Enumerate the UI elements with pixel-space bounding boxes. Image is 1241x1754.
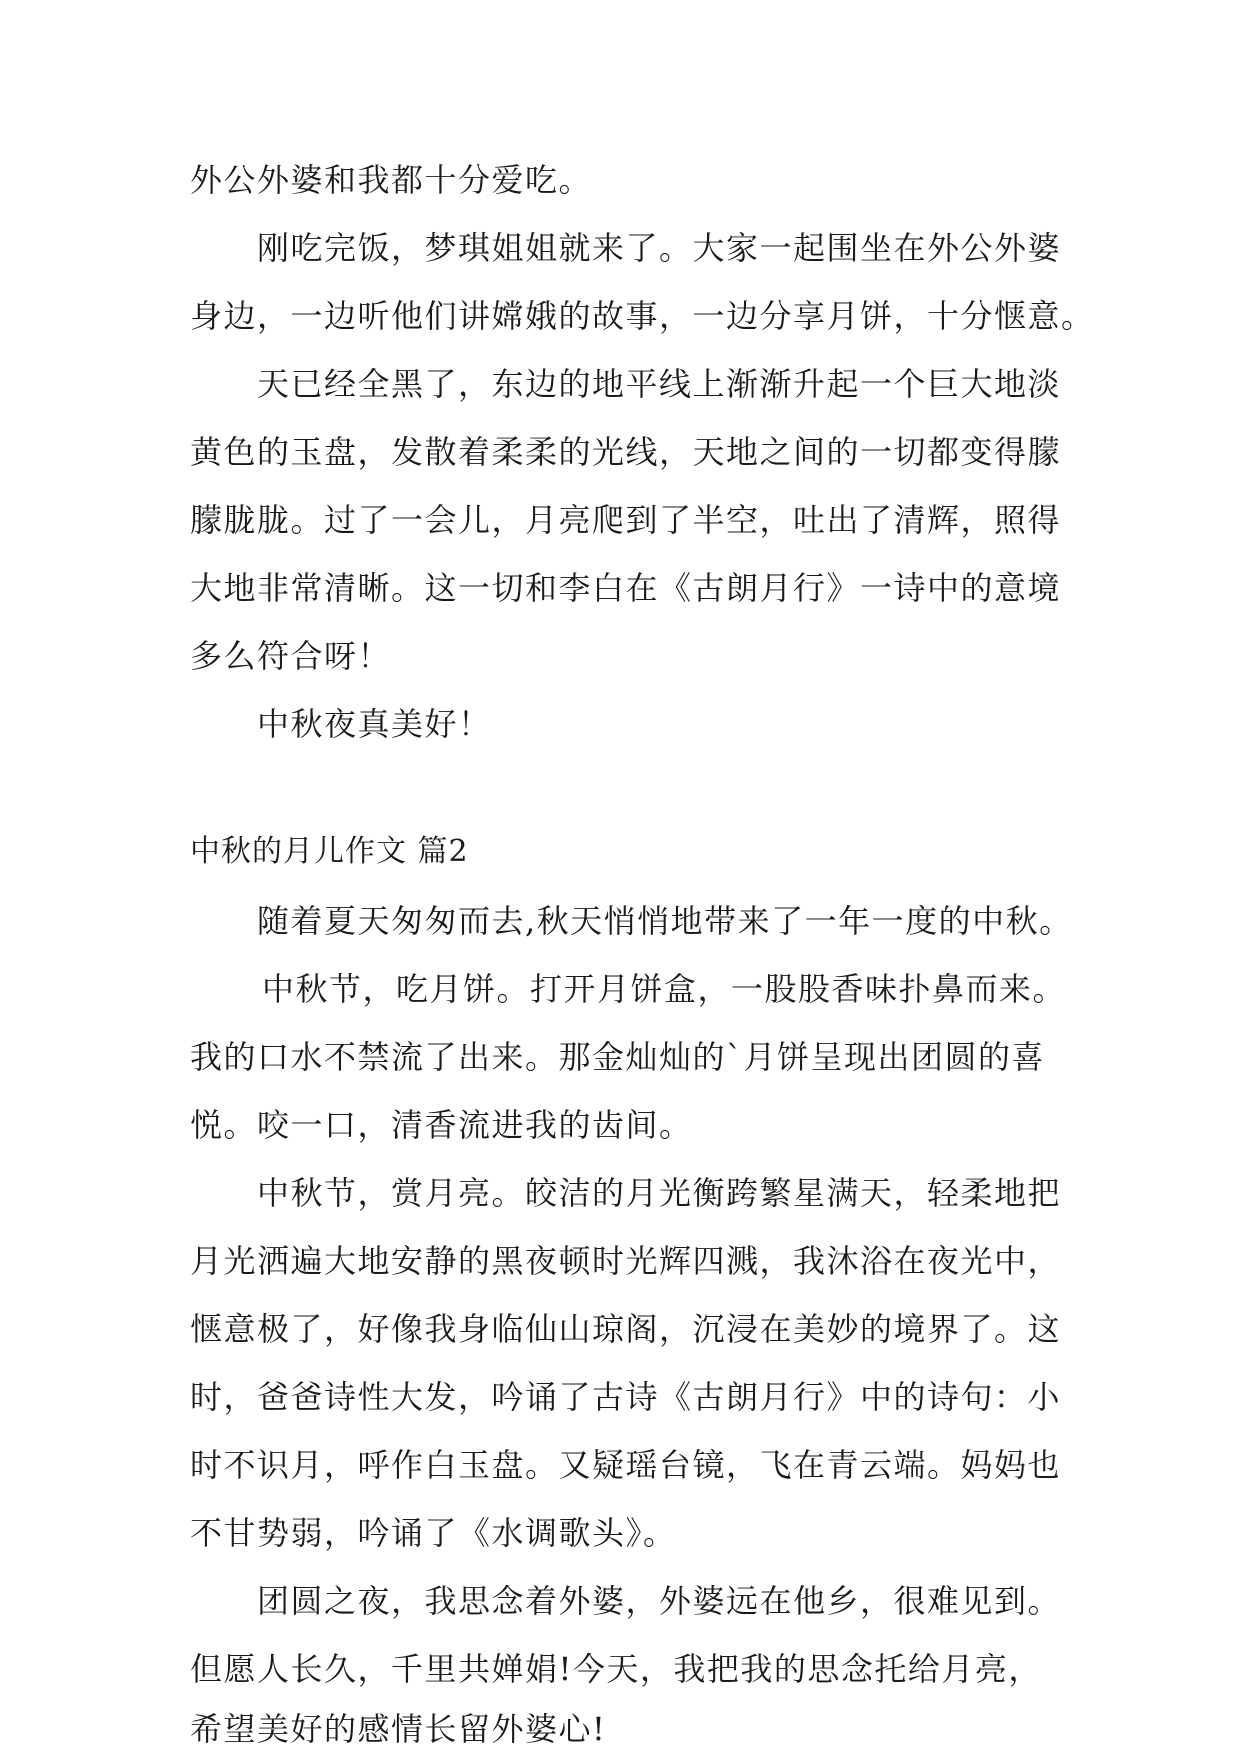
paragraph-line: 天已经全黑了，东边的地平线上渐渐升起一个巨大地淡 <box>257 365 1062 403</box>
paragraph-line: 团圆之夜，我思念着外婆，外婆远在他乡，很难见到。 <box>257 1582 1062 1620</box>
paragraph-line: 多么符合呀！ <box>190 637 392 675</box>
paragraph-line: 黄色的玉盘，发散着柔柔的光线，天地之间的一切都变得朦 <box>190 433 1062 471</box>
paragraph-line: 中秋夜真美好！ <box>257 705 492 743</box>
paragraph-line: 希望美好的感情长留外婆心! <box>190 1710 607 1748</box>
paragraph-line: 随着夏天匆匆而去,秋天悄悄地带来了一年一度的中秋。 <box>257 902 1073 940</box>
paragraph-line: 不甘势弱，吟诵了《水调歌头》。 <box>190 1514 677 1552</box>
paragraph-line: 时，爸爸诗性大发，吟诵了古诗《古朗月行》中的诗句：小 <box>190 1378 1062 1416</box>
paragraph-line: 惬意极了，好像我身临仙山琼阁，沉浸在美妙的境界了。这 <box>190 1310 1062 1348</box>
paragraph-line: 时不识月，呼作白玉盘。又疑瑶台镜，飞在青云端。妈妈也 <box>190 1446 1062 1484</box>
paragraph-line: 但愿人长久，千里共婵娟!今天，我把我的思念托给月亮， <box>190 1650 1042 1688</box>
paragraph-line: 朦胧胧。过了一会儿，月亮爬到了半空，吐出了清辉，照得 <box>190 501 1062 539</box>
paragraph-line: 中秋节，赏月亮。皎洁的月光衡跨繁星满天，轻柔地把 <box>257 1174 1062 1212</box>
paragraph-line: 悦。咬一口，清香流进我的齿间。 <box>190 1106 693 1144</box>
paragraph-line: 中秋节，吃月饼。打开月饼盒，一股股香味扑鼻而来。 <box>262 970 1067 1008</box>
paragraph-line: 我的口水不禁流了出来。那金灿灿的`月饼呈现出团圆的喜 <box>190 1038 1046 1076</box>
paragraph-line: 身边，一边听他们讲嫦娥的故事，一边分享月饼，十分惬意。 <box>190 297 1095 335</box>
paragraph-line: 大地非常清晰。这一切和李白在《古朗月行》一诗中的意境 <box>190 569 1062 607</box>
paragraph-line: 外公外婆和我都十分爱吃。 <box>190 161 593 199</box>
section-title: 中秋的月儿作文 篇2 <box>190 834 469 869</box>
paragraph-line: 月光洒遍大地安静的黑夜顿时光辉四溅，我沐浴在夜光中， <box>190 1242 1062 1280</box>
paragraph-line: 刚吃完饭，梦琪姐姐就来了。大家一起围坐在外公外婆 <box>257 229 1062 267</box>
